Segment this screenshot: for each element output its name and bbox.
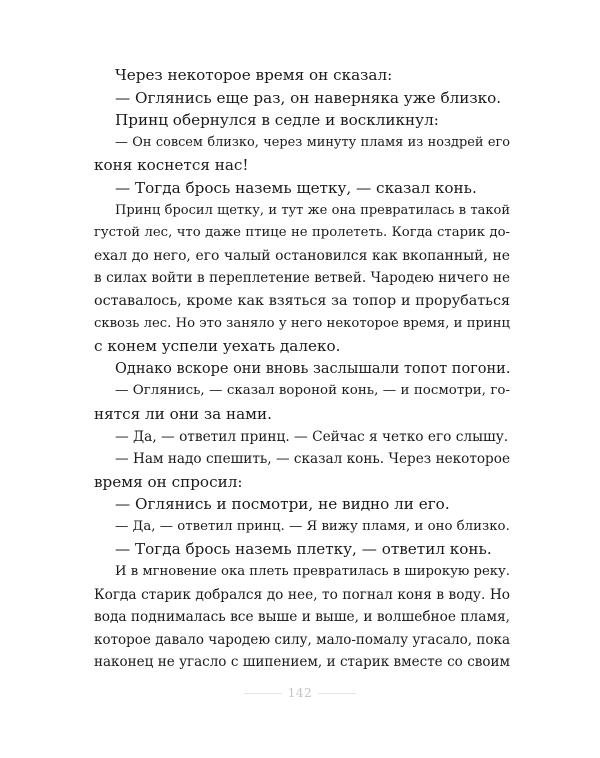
page-footer xyxy=(0,683,600,703)
text-line-2: — Оглянись еще раз, он наверняка уже близко. xyxy=(115,88,502,107)
text-line-12: сквозь лес. Но это заняло у него некоторое время, и принц xyxy=(94,315,510,331)
page-text xyxy=(94,64,510,674)
text-line-26: которое давало чародею силу, мало-помалу угасало, пока xyxy=(94,631,510,648)
text-line-19: время он спросил: xyxy=(94,472,243,491)
text-line-11: оставалось, кроме как взяться за топор и прорубаться xyxy=(94,292,510,309)
page-number-rule-left xyxy=(244,693,282,694)
page-number: 142 xyxy=(287,686,313,700)
page-number-rule-right xyxy=(318,693,356,694)
text-line-24: Когда старик добрался до нее, то погнал коня в воду. Но xyxy=(94,586,510,603)
text-line-3: Принц обернулся в седле и воскликнул: xyxy=(115,111,439,130)
text-line-5: коня коснется нас! xyxy=(94,156,249,175)
text-line-4: — Он совсем близко, через минуту пламя из ноздрей его xyxy=(115,134,510,150)
text-line-7: Принц бросил щетку, и тут же она превратилась в такой xyxy=(115,202,510,218)
text-line-17: — Да, — ответил принц. — Сейчас я четко его слышу. xyxy=(115,428,509,445)
text-line-10: в силах войти в переплетение ветвей. Чародею ничего не xyxy=(94,270,510,287)
text-line-22: — Тогда брось наземь плетку, — ответил конь. xyxy=(115,540,492,559)
text-line-18: — Нам надо спешить, — сказал конь. Через некоторое xyxy=(115,451,510,468)
text-line-23: И в мгновение ока плеть превратилась в широкую реку. xyxy=(115,564,510,580)
text-line-27: наконец не угасло с шипением, и старик вместе со своим xyxy=(94,654,510,671)
text-line-16: нятся ли они за нами. xyxy=(94,404,272,423)
text-line-20: — Оглянись и посмотри, не видно ли его. xyxy=(115,495,450,514)
text-line-25: вода поднималась все выше и выше, и волшебное пламя, xyxy=(94,609,510,626)
text-line-21: — Да, — ответил принц. — Я вижу пламя, и оно близко. xyxy=(115,518,510,534)
text-line-6: — Тогда брось наземь щетку, — сказал конь. xyxy=(115,178,477,197)
text-line-8: густой лес, что даже птице не пролететь. Когда старик до- xyxy=(94,225,510,241)
text-line-9: ехал до него, его чалый остановился как вкопанный, не xyxy=(94,247,510,264)
text-line-1: Через некоторое время он сказал: xyxy=(115,66,393,84)
text-line-13: с конем успели уехать далеко. xyxy=(94,337,341,356)
text-line-14: Однако вскоре они вновь заслышали топот погони. xyxy=(115,360,511,377)
text-line-15: — Оглянись, — сказал вороной конь, — и посмотри, го- xyxy=(115,383,510,399)
